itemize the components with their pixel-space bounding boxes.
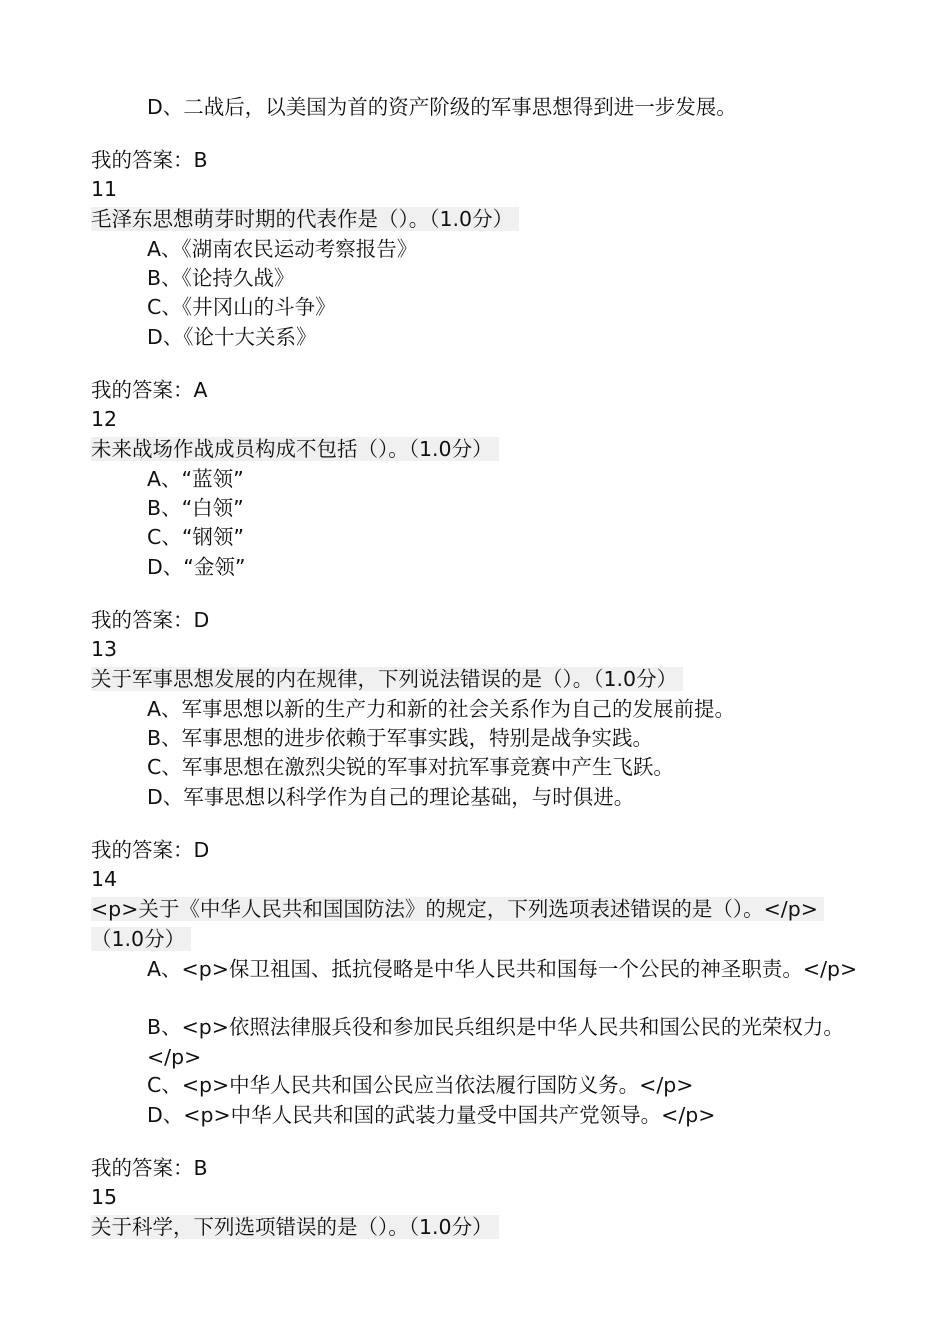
option-13-c: C、军事思想在激烈尖锐的军事对抗军事竞赛中产生飞跃。	[147, 755, 674, 779]
question-text-11	[91, 204, 871, 234]
my-answer-14: 我的答案：B	[91, 1156, 208, 1180]
question-number-13: 13	[91, 637, 118, 661]
question-13-text: 关于军事思想发展的内在规律，下列说法错误的是（）。（1.0分）	[91, 667, 683, 691]
question-11-text: 毛泽东思想萌芽时期的代表作是（）。（1.0分）	[91, 207, 519, 231]
option-12-c: C、“钢领”	[147, 525, 245, 549]
option-14-c: C、<p>中华人民共和国公民应当依法履行国防义务。</p>	[147, 1073, 694, 1097]
option-13-d: D、军事思想以科学作为自己的理论基础，与时俱进。	[147, 785, 635, 809]
my-answer-13: 我的答案：D	[91, 838, 210, 862]
option-11-b: B、《论持久战》	[147, 266, 295, 290]
my-answer-11: 我的答案：A	[91, 378, 208, 402]
option-11-a: A、《湖南农民运动考察报告》	[147, 237, 418, 261]
option-d-prev: D、二战后，以美国为首的资产阶级的军事思想得到进一步发展。	[147, 95, 737, 119]
option-13-b: B、军事思想的进步依赖于军事实践，特别是战争实践。	[147, 726, 654, 750]
question-number-14: 14	[91, 867, 118, 891]
option-12-b: B、“白领”	[147, 496, 244, 520]
option-12-d: D、“金领”	[147, 555, 246, 579]
question-14-text: <p>关于《中华人民共和国国防法》的规定，下列选项表述错误的是（）。</p>（1.0分）	[91, 897, 824, 951]
question-text-12	[91, 434, 871, 464]
option-13-a: A、军事思想以新的生产力和新的社会关系作为自己的发展前提。	[147, 697, 736, 721]
question-text-15	[91, 1212, 871, 1242]
question-text-13	[91, 664, 871, 694]
question-text-14	[91, 894, 861, 954]
option-11-d: D、《论十大关系》	[147, 325, 317, 349]
option-12-a: A、“蓝领”	[147, 467, 244, 491]
my-answer-12: 我的答案：D	[91, 608, 210, 632]
question-number-12: 12	[91, 407, 118, 431]
question-number-11: 11	[91, 177, 118, 201]
option-14-b: B、<p>依照法律服兵役和参加民兵组织是中华人民共和国公民的光荣权力。</p>	[147, 1015, 844, 1069]
question-12-text: 未来战场作战成员构成不包括（）。（1.0分）	[91, 437, 499, 461]
option-11-c: C、《井冈山的斗争》	[147, 295, 336, 319]
option-14-a: A、<p>保卫祖国、抵抗侵略是中华人民共和国每一个公民的神圣职责。</p>	[147, 957, 858, 981]
question-15-text: 关于科学，下列选项错误的是（）。（1.0分）	[91, 1215, 499, 1239]
option-14-d: D、<p>中华人民共和国的武装力量受中国共产党领导。</p>	[147, 1103, 716, 1127]
my-answer-prev: 我的答案：B	[91, 148, 208, 172]
question-number-15: 15	[91, 1185, 118, 1209]
